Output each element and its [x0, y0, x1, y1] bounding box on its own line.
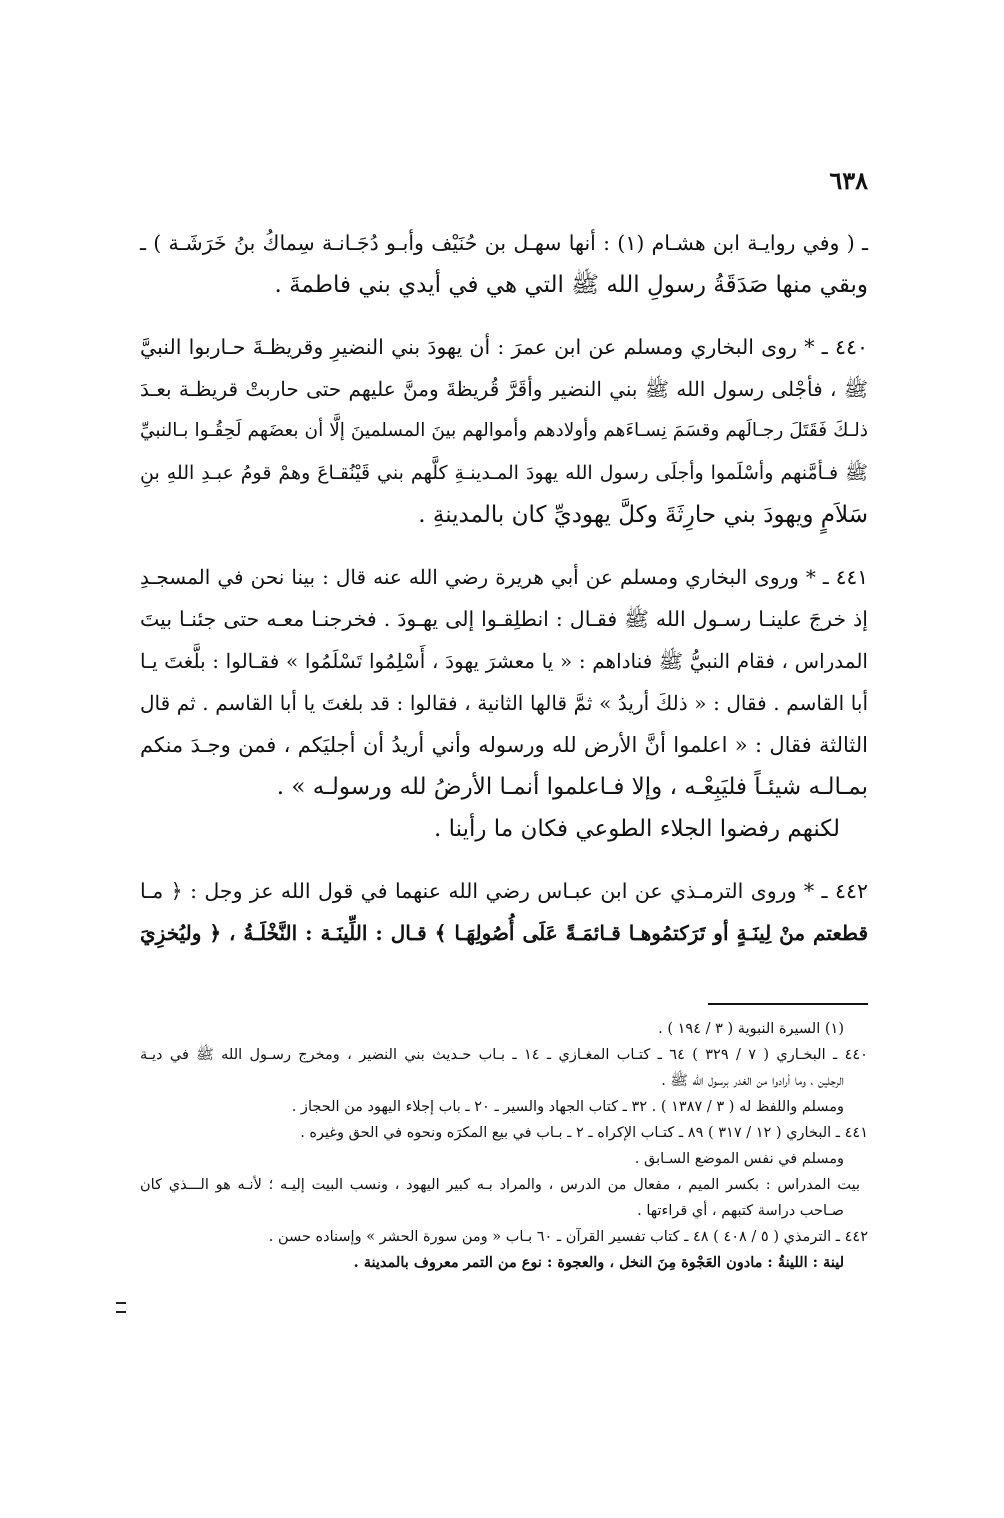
- text-line: ﷺ فـأمَّنهم وأسْلَموا وأجلَى رسول الله يهودَ المـدينـةِ كلَّهم بني قَيْنُقـاعَ وهمْ قومُ عبـدِ اللهِ بنِ: [140, 462, 868, 484]
- paragraph-gap: [140, 306, 868, 326]
- page-number: ٦٣٨: [829, 166, 868, 195]
- margin-mark: [116, 1302, 126, 1313]
- text-line: وبقي منها صَدَقَةُ رسولِ الله ﷺ التي هي في أيدي بني فاطمةَ .: [274, 272, 868, 298]
- footnote-line: (١) السيرة النبوية ( ٣ / ١٩٤ ) .: [658, 1021, 844, 1037]
- text-line: المدراس ، فقام النبيُّ ﷺ فناداهم : « يا معشرَ يهودَ ، أَسْلِمُوا تَسْلَمُوا » فقـالوا : بلَّغتَ يـا: [140, 649, 868, 673]
- paragraph-gap: [140, 850, 868, 870]
- text-line: ذلـكَ فَقَتَلَ رجـالَهم وقسَمَ نِسـاءَهم وأولادهم وأموالهم بينَ المسلمينَ إلَّا أن بعضَهم لَحِقُـوا بـالنبيِّ: [140, 420, 868, 441]
- commentary-line: لكنهم رفضوا الجلاء الطوعي فكان ما رأينا .: [434, 816, 840, 842]
- hadith-441-heading-line: ٤٤١ ـ * وروى البخاري ومسلم عن أبي هريرة رضي الله عنه قال : بينا نحن في المسجـدِ: [140, 565, 868, 589]
- footnote-line: ٤٤٠ ـ البخـاري ( ٧ / ٣٢٩ ) ٦٤ ـ كتـاب المغـازي ـ ١٤ ـ بـاب حـديث بني النضير ، ومخرج رسـول الله ﷺ في ديـة: [140, 1047, 868, 1063]
- text-line: سَلاَمٍ ويهودَ بني حارِثَةَ وكلَّ يهوديِّ كان بالمدينةِ .: [418, 502, 868, 528]
- footnote-line: ومسلم في نفس الموضع السـابق .: [634, 1151, 844, 1167]
- text-line: قطعتم منْ لِينَـةٍ أو تَرَكتمُوهـا قـائمَـةً عَلَى أُصُولِهَـا ﴾ قـال : اللِّينَـة : النَّخْلَـةُ ، ﴿ وليُخزِيَ: [140, 921, 868, 945]
- text-line: ـ ( وفي روايـة ابن هشـام (١) : أنها سهـل بن حُنَيْف وأبـو دُجَـانـة سِماكُ بنُ خَرَشَـة ) ـ: [140, 231, 868, 255]
- footnote-line: صـاحب دراسة كتبهم ، أي قراءتها .: [637, 1203, 844, 1219]
- footnote-line: ومسلم واللفظ له ( ٣ / ١٣٨٧ ) . ٣٢ ـ كتاب الجهاد والسير ـ ٢٠ ـ باب إجلاء اليهود من الحجاز .: [291, 1099, 844, 1115]
- footnote-line: ٤٤١ ـ البخاري ( ١٢ / ٣١٧ ) ٨٩ ـ كتـاب الإكراه ـ ٢ ـ بـاب في بيع المكرَه ونحوه في الحق وغيره .: [300, 1125, 868, 1141]
- footnote-line: لينة : اللينةُ : مادون العَجْوة مِنَ النخل ، والعجوة : نوع من التمر معروف بالمدينة .: [353, 1254, 844, 1271]
- text-line: إذ خرجَ علينـا رسـول الله ﷺ فقـال : انطلِقـوا إلى يهـودَ . فخرجنـا معـه حتى جئنـا بيتَ: [140, 607, 868, 631]
- footnote-divider: [708, 1003, 868, 1005]
- footnote-line: ٤٤٢ ـ الترمذي ( ٥ / ٤٠٨ ) ٤٨ ـ كتاب تفسير القرآن ـ ٦٠ بـاب « ومن سورة الحشر » وإسناده حسن .: [268, 1229, 868, 1245]
- hadith-442-heading-line: ٤٤٢ ـ * وروى الترمـذي عن ابن عبـاس رضي الله عنهما في قول الله عز وجل : ﴿ مـا: [140, 879, 868, 903]
- footnotes: [140, 1016, 868, 1276]
- text-line: أبا القاسم . فقال : « ذلكَ أريدُ » ثمَّ قالها الثانية ، فقالوا : قد بلغتَ يا أبا القاسم . ثم قال: [140, 691, 868, 715]
- text-line: ﷺ ، فأجْلى رسول الله ﷺ بني النضير وأقَرَّ قُريظةَ ومنَّ عليهم حتى حاربتْ قريظـة بعـدَ: [140, 377, 868, 401]
- text-line: الثالثة فقال : « اعلموا أنَّ الأرض لله ورسوله وأني أريدُ أن أجليَكم ، فمن وجـدَ منكم: [140, 733, 868, 757]
- footnote-line: الرجلين ، وما أرادوا من الغدر برسول الله ﷺ .: [661, 1073, 844, 1089]
- hadith-440-heading-line: ٤٤٠ ـ * روى البخاري ومسلم عن ابن عمرَ : أن يهودَ بني النضيرِ وقريظـةَ حـاربوا النبيَّ: [140, 335, 868, 359]
- footnote-line: بيت المدراس : بكسر الميم ، مفعال من الدرس ، والمراد بـه كبير اليهود ، ونسب البيت إليـه ؛ لأنـه هو الـــذي كان: [140, 1177, 860, 1193]
- main-text: [140, 222, 868, 954]
- paragraph-gap: [140, 536, 868, 556]
- text-line: بمـالـه شيئـاً فليَبِعْـه ، وإلا فـاعلموا أنمـا الأرضُ لله ورسولـه » .: [276, 774, 868, 800]
